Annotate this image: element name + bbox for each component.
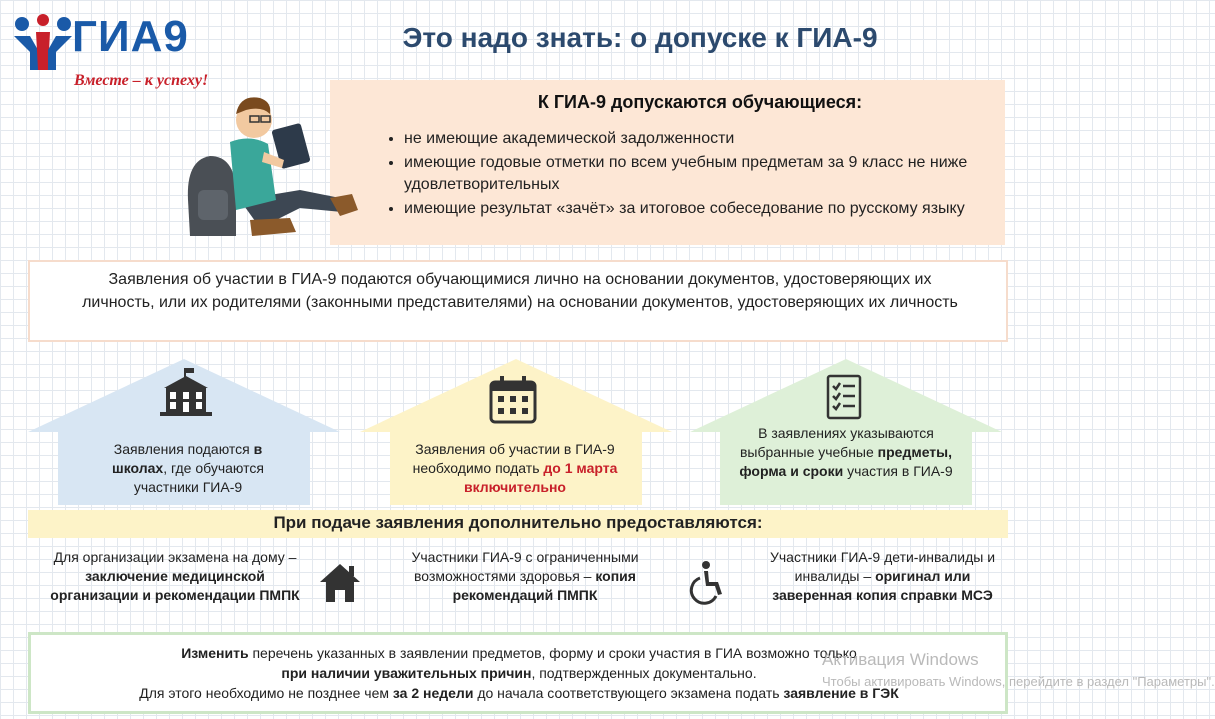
extra-doc-disabled: Участники ГИА-9 с ограниченными возможностями здоровья – копия рекомендаций ПМПК (411, 549, 639, 603)
house-text-deadline: Заявления об участии в ГИА-9 необходимо подать до 1 марта включительно (412, 441, 618, 495)
windows-watermark-text: Чтобы активировать Windows, перейдите в раздел "Параметры". (822, 674, 1215, 689)
wheelchair-icon (686, 560, 730, 606)
logo-slogan: Вместе – к успеху! (74, 72, 209, 89)
admission-item: • имеющие результат «зачёт» за итоговое собеседование по русскому языку (404, 198, 1014, 220)
page-title: Это надо знать: о допуске к ГИА-9 (402, 22, 878, 53)
checklist-icon (826, 374, 862, 420)
extra-doc-home-exam: Для организации экзамена на дому – заключение медицинской организации и рекомендации ПМПК (50, 549, 300, 603)
windows-watermark-title: Активация Windows (822, 650, 979, 669)
admission-item: • имеющие годовые отметки по всем учебным предметам за 9 класс не ниже удовлетворительных (404, 152, 1014, 196)
notice-text: Изменить перечень указанных в заявлении предметов, форму и сроки участия в ГИА возможно только при наличии уважительных причин, подтвержденных документально. Для этого необходимо не позднее чем за 2 недели до начала соответствующего экзамена подать заявление в ГЭК (139, 645, 899, 701)
admission-heading: К ГИА-9 допускаются обучающиеся: (537, 92, 863, 112)
logo-text: ГИА9 (72, 12, 189, 61)
calendar-icon (488, 374, 538, 424)
logo-emblem (12, 14, 74, 72)
home-icon (318, 562, 362, 604)
extra-docs-heading: При подаче заявления дополнительно предоставляются: (273, 513, 763, 532)
application-note: Заявления об участии в ГИА-9 подаются обучающимися лично на основании документов, удостоверяющих их личность, или их родителями (законными представителями) на основании документов, удостоверяющих их личность (82, 271, 958, 311)
student-illustration (180, 90, 370, 240)
house-text-school: Заявления подаются в школах, где обучаются участники ГИА-9 (112, 441, 264, 495)
school-icon (158, 368, 214, 418)
extra-doc-invalid: Участники ГИА-9 дети-инвалиды и инвалиды – оригинал или заверенная копия справки МСЭ (769, 549, 996, 603)
admission-list (384, 128, 1014, 222)
admission-item: • не имеющие академической задолженности (404, 128, 1014, 150)
house-text-subjects: В заявлениях указываются выбранные учебные предметы, форма и сроки участия в ГИА-9 (739, 425, 953, 479)
